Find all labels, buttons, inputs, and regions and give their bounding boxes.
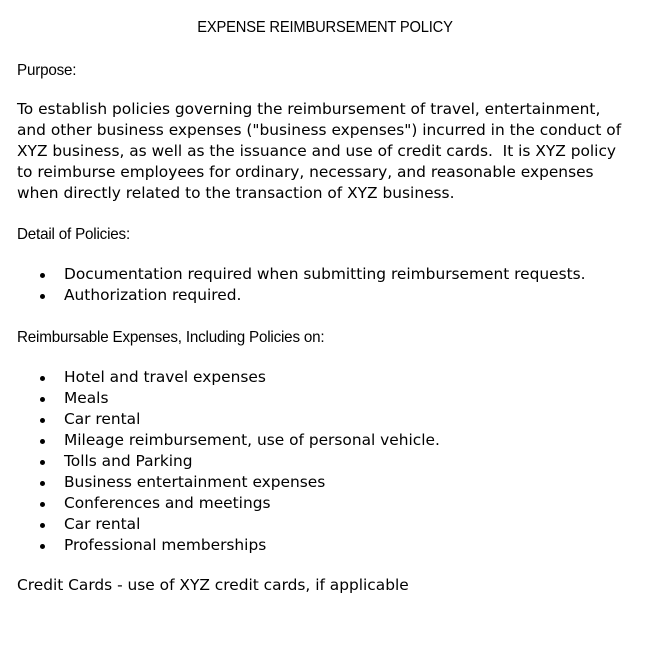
list-item bbox=[17, 409, 637, 430]
list-item-text: Car rental bbox=[64, 410, 141, 428]
list-item bbox=[17, 493, 637, 514]
detail-of-policies-list bbox=[17, 264, 637, 306]
list-item bbox=[17, 264, 637, 285]
bullet-icon bbox=[40, 481, 45, 486]
list-item bbox=[17, 451, 637, 472]
list-item bbox=[17, 472, 637, 493]
bullet-icon bbox=[40, 502, 45, 507]
bullet-icon bbox=[40, 273, 45, 278]
list-item bbox=[17, 388, 637, 409]
list-item-text: Car rental bbox=[64, 515, 141, 533]
reimbursable-expenses-list bbox=[17, 367, 637, 556]
bullet-icon bbox=[40, 460, 45, 465]
bullet-icon bbox=[40, 294, 45, 299]
purpose-line: XYZ business, as well as the issuance and use of credit cards. It is XYZ policy bbox=[17, 142, 617, 160]
list-item-text: Authorization required. bbox=[64, 286, 242, 304]
credit-cards-note: Credit Cards - use of XYZ credit cards, if applicable bbox=[17, 576, 409, 594]
bullet-icon bbox=[40, 439, 45, 444]
list-item-text: Business entertainment expenses bbox=[64, 473, 326, 491]
list-item-text: Tolls and Parking bbox=[64, 452, 193, 470]
list-item bbox=[17, 367, 637, 388]
list-item-text: Professional memberships bbox=[64, 536, 267, 554]
list-item bbox=[17, 535, 637, 556]
list-item bbox=[17, 285, 637, 306]
purpose-line: To establish policies governing the reimbursement of travel, entertainment, bbox=[17, 100, 601, 118]
purpose-line: when directly related to the transaction of XYZ business. bbox=[17, 184, 455, 202]
document-title: EXPENSE REIMBURSEMENT POLICY bbox=[197, 19, 453, 36]
purpose-paragraph bbox=[17, 99, 637, 204]
purpose-heading: Purpose: bbox=[17, 62, 77, 79]
bullet-icon bbox=[40, 523, 45, 528]
list-item-text: Documentation required when submitting reimbursement requests. bbox=[64, 265, 586, 283]
bullet-icon bbox=[40, 397, 45, 402]
bullet-icon bbox=[40, 544, 45, 549]
list-item-text: Meals bbox=[64, 389, 109, 407]
bullet-icon bbox=[40, 418, 45, 423]
list-item-text: Conferences and meetings bbox=[64, 494, 271, 512]
purpose-line: and other business expenses ("business expenses") incurred in the conduct of bbox=[17, 121, 622, 139]
list-item bbox=[17, 514, 637, 535]
list-item bbox=[17, 430, 637, 451]
reimbursable-expenses-heading: Reimbursable Expenses, Including Policies on: bbox=[17, 329, 325, 346]
detail-of-policies-heading: Detail of Policies: bbox=[17, 226, 130, 243]
list-item-text: Hotel and travel expenses bbox=[64, 368, 266, 386]
list-item-text: Mileage reimbursement, use of personal vehicle. bbox=[64, 431, 440, 449]
purpose-line: to reimburse employees for ordinary, necessary, and reasonable expenses bbox=[17, 163, 594, 181]
bullet-icon bbox=[40, 376, 45, 381]
